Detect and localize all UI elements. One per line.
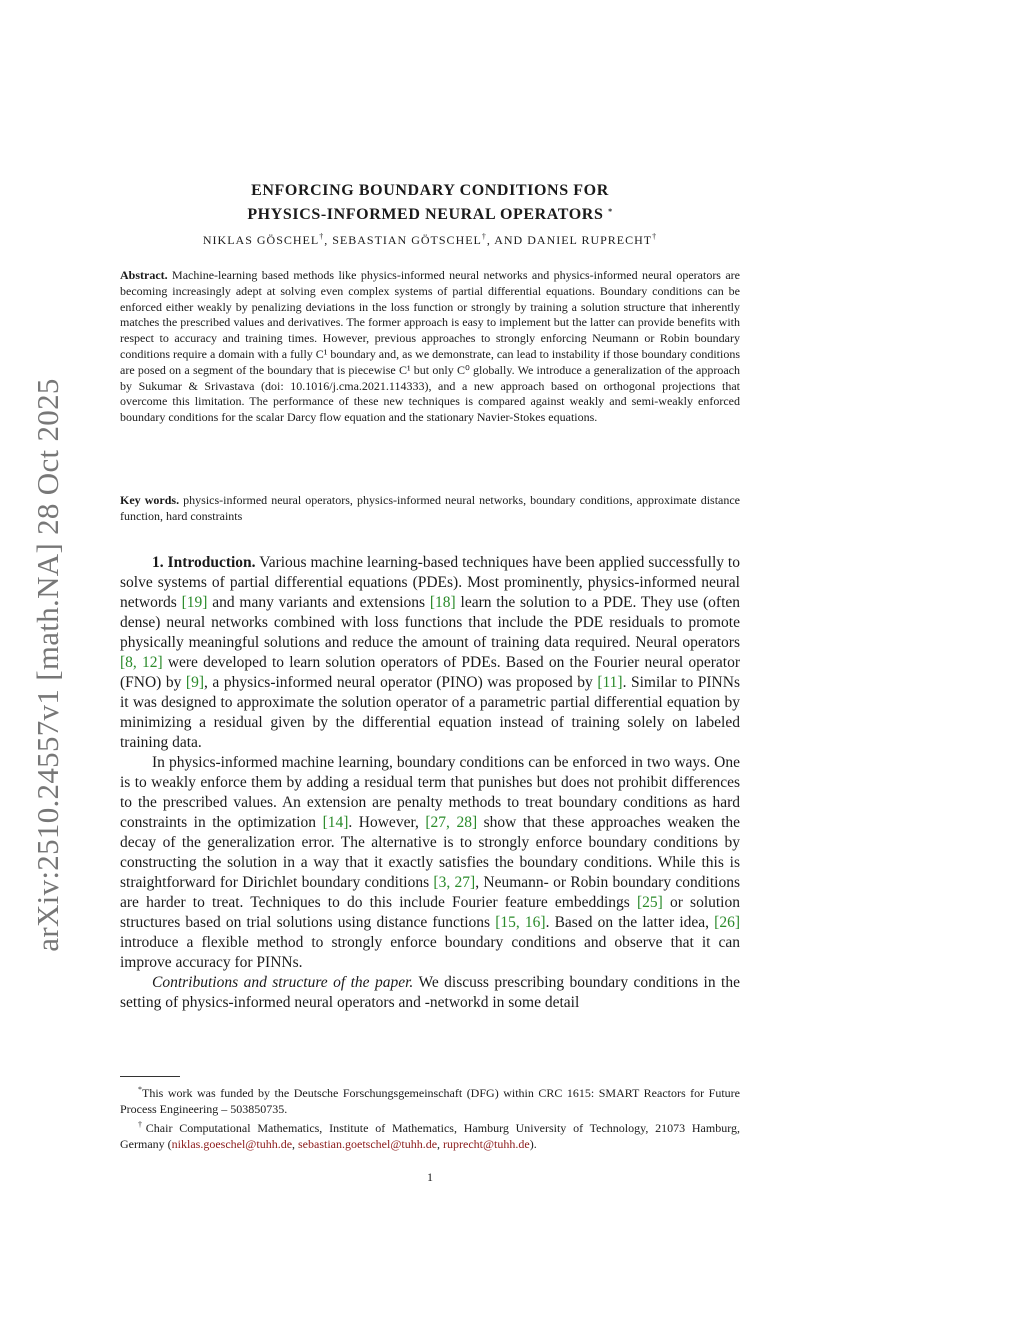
intro-p2-text: . Based on the latter idea, xyxy=(545,914,715,931)
intro-p2-text: In physics-informed machine learning, boundary conditions can be enforced in two ways. One is to weakly enforce them by adding a residual term that punishes but does not prohibit differences to the prescribed values. An extension are penalty methods to treat boundary conditions as hard constraints in the optimization xyxy=(120,754,740,831)
citation-link[interactable]: [8, 12] xyxy=(120,654,163,671)
citation-link[interactable]: [25] xyxy=(637,894,663,911)
author-1: NIKLAS GÖSCHEL xyxy=(202,233,320,247)
footnote-2-mark: † xyxy=(138,1120,146,1129)
intro-p2-text: , Neumann- or Robin boundary conditions are harder to treat. Techniques to do this include Fourier feature embeddings xyxy=(120,874,740,911)
citation-link[interactable]: [15, 16] xyxy=(495,914,546,931)
abstract xyxy=(120,268,740,426)
email-link[interactable]: niklas.goeschel@tuhh.de xyxy=(171,1137,293,1151)
title-line-1: ENFORCING BOUNDARY CONDITIONS FOR xyxy=(251,182,609,199)
keywords-label: Key words. xyxy=(120,493,180,507)
intro-p1-text: were developed to learn solution operators of PDEs. Based on the Fourier neural operator (FNO) by xyxy=(120,654,740,691)
footnote-affiliation xyxy=(120,1117,740,1152)
title-line-2 xyxy=(120,201,740,225)
email-sep: , xyxy=(437,1137,444,1151)
intro-p2-text: . However, xyxy=(348,814,426,831)
footnote-rule xyxy=(120,1076,180,1077)
author-2-mark: † xyxy=(481,232,487,241)
intro-p1-text: , a physics-informed neural operator (PINO) was proposed by xyxy=(203,674,598,691)
intro-p3-text: We discuss prescribing boundary conditions in the setting of physics-informed neural operators and -networkd in some detail xyxy=(120,974,740,1011)
author-3-mark: † xyxy=(652,232,658,241)
citation-link[interactable]: [9] xyxy=(185,674,204,691)
author-sep: , xyxy=(324,233,333,247)
email-link[interactable]: sebastian.goetschel@tuhh.de xyxy=(298,1137,438,1151)
contributions-label: Contributions and structure of the paper. xyxy=(152,974,414,991)
author-3: DANIEL RUPRECHT xyxy=(527,233,653,247)
citation-link[interactable]: [27, 28] xyxy=(425,814,478,831)
author-and: , AND xyxy=(486,233,528,247)
intro-p1-text: . Similar to PINNs it was designed to approximate the solution operator of a parametric partial differential equation by minimizing a residual given by the differential equation instead of training solely on labeled training data. xyxy=(120,674,740,751)
footnote-2-close: ). xyxy=(529,1137,537,1151)
citation-link[interactable]: [26] xyxy=(714,914,740,931)
footnote-2-text: Chair Computational Mathematics, Institute of Mathematics, Hamburg University of Technology, 21073 Hamburg, Germany ( xyxy=(120,1121,740,1151)
intro-p2-text: introduce a flexible method to strongly enforce boundary conditions and observe that it can improve accuracy for PINNs. xyxy=(120,934,740,971)
intro-p1-text: Various machine learning-based techniques have been applied successfully to solve systems of partial differential equations (PDEs). Most prominently, physics-informed neural networds xyxy=(120,554,740,611)
title-footnote-mark: * xyxy=(608,207,613,216)
arxiv-stamp xyxy=(30,350,66,980)
introduction-section xyxy=(120,553,740,1013)
intro-p1-text: learn the solution to a PDE. They use (often dense) neural networks combined with loss functions that include the PDE residuals to promote physically meaningful solutions and reduce the amount of training data required. Neural operators xyxy=(120,594,741,651)
intro-paragraph-2 xyxy=(120,753,740,973)
citation-link[interactable]: [3, 27] xyxy=(433,874,476,891)
paper-title xyxy=(120,180,740,225)
abstract-label: Abstract. xyxy=(120,268,168,282)
footnote-1-text: This work was funded by the Deutsche Forschungsgemeinschaft (DFG) within CRC 1615: SMART Reactors for Future Process Engineering – 503850735. xyxy=(120,1086,740,1116)
citation-link[interactable]: [18] xyxy=(429,594,456,611)
intro-p2-text: show that these approaches weaken the decay of the generalization error. The alternative is to strongly enforce boundary conditions by constructing the solution in a way that it exactly satisfies the boundary conditions. While this is straightforward for Dirichlet boundary conditions xyxy=(120,814,741,891)
citation-link[interactable]: [11] xyxy=(597,674,623,691)
author-list xyxy=(120,232,740,248)
intro-paragraph-1 xyxy=(120,553,740,753)
intro-p2-text: or solution structures based on trial solutions using distance functions xyxy=(120,894,740,931)
intro-p1-text: and many variants and extensions xyxy=(207,594,430,611)
section-heading: 1. Introduction. xyxy=(152,554,256,571)
abstract-text: Machine-learning based methods like physics-informed neural networks and physics-informed neural operators are becoming increasingly adept at solving even complex systems of partial differential equations. Boundary conditions can be enforced either weakly by penalizing deviations in the loss function or strongly by training a solution structure that inherently matches the prescribed values and derivatives. The former approach is easy to implement but the latter can provide benefits with respect to accuracy and training times. However, previous approaches to strongly enforcing Neumann or Robin boundary conditions require a domain with a fully C¹ boundary and, as we demonstrate, can lead to instability if those boundary conditions are posed on a segment of the boundary that is piecewise C¹ but only C⁰ globally. We introduce a generalization of the approach by Sukumar & Srivastava (doi: 10.1016/j.cma.2021.114333), and a new approach based on orthogonal projections that overcome this limitation. The performance of these new techniques is compared against weakly and semi-weakly enforced boundary conditions for the scalar Darcy flow equation and the stationary Navier-Stokes equations. xyxy=(120,268,741,425)
arxiv-stamp-text: arXiv:2510.24557v1 [math.NA] 28 Oct 2025 xyxy=(30,378,65,952)
author-2: SEBASTIAN GÖTSCHEL xyxy=(332,233,482,247)
author-1-mark: † xyxy=(319,232,325,241)
footnotes xyxy=(120,1082,740,1152)
email-link[interactable]: ruprecht@tuhh.de xyxy=(443,1137,530,1151)
footnote-1-mark: * xyxy=(138,1085,142,1094)
citation-link[interactable]: [14] xyxy=(322,814,349,831)
footnote-funding xyxy=(120,1082,740,1117)
keywords-text: physics-informed neural operators, physics-informed neural networks, boundary conditions, approximate distance function, hard constraints xyxy=(120,493,741,523)
citation-link[interactable]: [19] xyxy=(181,594,208,611)
title-line-2-text: PHYSICS-INFORMED NEURAL OPERATORS xyxy=(247,206,604,223)
page-number: 1 xyxy=(427,1170,433,1184)
email-sep: , xyxy=(292,1137,299,1151)
intro-paragraph-3 xyxy=(120,973,740,1013)
keywords xyxy=(120,493,740,525)
